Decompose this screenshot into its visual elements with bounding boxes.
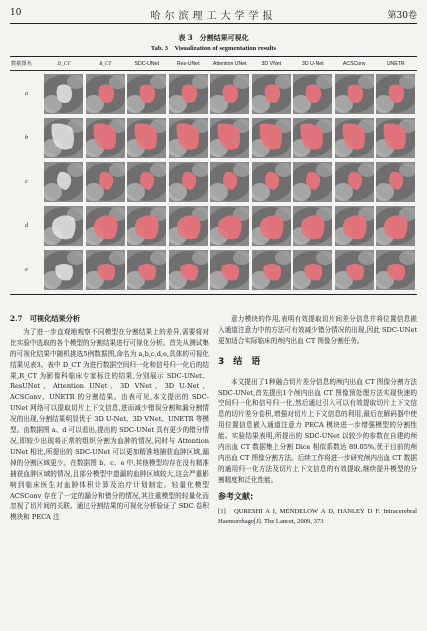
result-image-cell xyxy=(375,162,417,202)
table-caption-cn: 表 3 分割结果可视化 xyxy=(178,33,249,42)
result-image-cell xyxy=(126,250,168,290)
segmentation-overlay-image xyxy=(293,118,332,158)
table-caption-en: Tab. 3 Visualization of segmentation results xyxy=(150,45,277,52)
result-image-cell xyxy=(209,74,251,114)
result-image-cell xyxy=(375,250,417,290)
table-row xyxy=(10,249,417,291)
table-body xyxy=(10,73,417,291)
segmentation-overlay-image xyxy=(210,250,249,290)
result-image-cell xyxy=(43,162,85,202)
result-image-cell xyxy=(251,250,293,290)
ct-slice-image xyxy=(44,162,83,202)
segmentation-overlay-image xyxy=(86,118,125,158)
segmentation-overlay-image xyxy=(376,250,415,290)
result-image-cell xyxy=(168,74,210,114)
result-image-cell xyxy=(85,74,127,114)
result-image-cell xyxy=(251,162,293,202)
segmentation-overlay-image xyxy=(127,74,166,114)
segmentation-overlay-image xyxy=(252,118,291,158)
result-image-cell xyxy=(85,162,127,202)
table-row xyxy=(10,73,417,115)
result-image-cell xyxy=(292,74,334,114)
segmentation-overlay-image xyxy=(293,74,332,114)
segmentation-overlay-image xyxy=(335,118,374,158)
segmentation-overlay-image xyxy=(376,206,415,246)
result-image-cell xyxy=(334,118,376,158)
result-image-cell xyxy=(209,206,251,246)
result-image-cell xyxy=(168,162,210,202)
segmentation-overlay-image xyxy=(335,162,374,202)
table-bottom-rule xyxy=(10,294,417,295)
section-heading-3: 3 结 语 xyxy=(218,356,261,367)
result-image-cell xyxy=(334,206,376,246)
left-column xyxy=(10,314,209,523)
column-header-8: ACSConv xyxy=(342,60,366,67)
result-image-cell xyxy=(209,118,251,158)
ct-slice-image xyxy=(44,250,83,290)
segmentation-overlay-image xyxy=(127,162,166,202)
result-image-cell xyxy=(168,250,210,290)
result-image-cell xyxy=(126,206,168,246)
page-header xyxy=(10,6,417,24)
segmentation-table xyxy=(10,56,417,295)
column-header-4: Res-UNet xyxy=(176,60,200,67)
left-paragraph: 为了进一步直观地观察不同模型在分割结果上的差异,需要将对比实验中选取的各个模型的分割结果进行可视化分析。首先从测试集的可视化结果中随机挑选5例数据图,命名为 a,b,c,d,e,具体的可视化结果见表3。表中 D_CT 为进行数据空间归一化和信号归一化后的结果,R_CT 为影像科临床专家标注的结果,分别展示 SDC-UNet、ResUNet、Attention UNet、3D VNet、3D U-Net、ACSConv、UNETR 的分割结果。由表可见,本文提出的 SDC-UNet 网络可以提取切片上下文信息,进而减少错误分割和漏分割情况的出现,分割结果明显优于 3D U-Net、3D VNet、UNETR 等模型。由数据图 a、d 可以看出,提出的 SDC-UNet 具有更少的错分情况,即较少出现将正常的组织分割为血肿的情况,同时与 Attention UNet 相比,所提出的 SDC-UNet 可以更加精准地捕获血肿区域,漏掉的分割区域更少。在数据图 b、c、e 中,其他模型均存在没有精准捕获血肿区域的情况,且部分模型中遗漏的血肿区域较大,这会严重影响到临床医生对血肿体积计算及治疗计划制定。轻量化模型 ACSConv 存在了一定的漏分和错分的情况,其注重模型的轻量化而忽视了切片间的关联。通过分割结果的可视化分析验证了 SDC 卷积模块和 PECA 注 xyxy=(10,327,209,522)
segmentation-overlay-image xyxy=(252,206,291,246)
segmentation-overlay-image xyxy=(86,206,125,246)
table-header-row xyxy=(10,57,417,71)
column-header-3: SDC-UNet xyxy=(134,60,159,67)
result-image-cell xyxy=(292,162,334,202)
result-image-cell xyxy=(334,74,376,114)
column-header-0: 数据图名 xyxy=(11,61,32,67)
segmentation-overlay-image xyxy=(127,250,166,290)
right-paragraph-1: 意力模块的作用,表明有效提取切片间差分信息并将位置信息嵌入通道注意力中的方法可有效减少错分情况的出现,因此 SDC-UNet 更加适合实际临床的颅内出血 CT 图像分割任务。 xyxy=(218,315,417,345)
column-header-7: 3D U-Net xyxy=(301,60,324,67)
volume-label: 第30卷 xyxy=(387,11,417,21)
table-row xyxy=(10,161,417,203)
result-image-cell xyxy=(43,206,85,246)
column-header-5: Attention UNet xyxy=(212,60,247,67)
result-image-cell xyxy=(126,162,168,202)
segmentation-overlay-image xyxy=(169,118,208,158)
result-image-cell xyxy=(43,250,85,290)
result-image-cell xyxy=(251,206,293,246)
segmentation-overlay-image xyxy=(335,250,374,290)
segmentation-overlay-image xyxy=(86,162,125,202)
result-image-cell xyxy=(292,206,334,246)
segmentation-overlay-image xyxy=(252,162,291,202)
result-image-cell xyxy=(85,206,127,246)
segmentation-overlay-image xyxy=(252,250,291,290)
segmentation-overlay-image xyxy=(127,206,166,246)
result-image-cell xyxy=(43,74,85,114)
reference-1-number: [1] xyxy=(218,507,226,515)
segmentation-overlay-image xyxy=(86,74,125,114)
column-header-2: R_CT xyxy=(99,60,112,67)
segmentation-overlay-image xyxy=(335,74,374,114)
row-label: d xyxy=(25,223,28,229)
segmentation-overlay-image xyxy=(210,162,249,202)
result-image-cell xyxy=(85,250,127,290)
segmentation-overlay-image xyxy=(335,206,374,246)
segmentation-overlay-image xyxy=(169,162,208,202)
references-heading: 参考文献: xyxy=(218,491,254,501)
result-image-cell xyxy=(334,162,376,202)
segmentation-overlay-image xyxy=(169,74,208,114)
result-image-cell xyxy=(126,74,168,114)
result-image-cell xyxy=(85,118,127,158)
segmentation-overlay-image xyxy=(169,250,208,290)
row-label: a xyxy=(25,91,28,97)
ct-slice-image xyxy=(44,206,83,246)
reference-1 xyxy=(218,507,417,527)
result-image-cell xyxy=(375,206,417,246)
column-header-9: UNETR xyxy=(386,60,405,67)
ct-slice-image xyxy=(44,118,83,158)
table-row xyxy=(10,205,417,247)
segmentation-overlay-image xyxy=(293,250,332,290)
segmentation-overlay-image xyxy=(293,206,332,246)
segmentation-overlay-image xyxy=(210,206,249,246)
result-image-cell xyxy=(209,250,251,290)
segmentation-overlay-image xyxy=(127,118,166,158)
table-row xyxy=(10,117,417,159)
result-image-cell xyxy=(168,118,210,158)
result-image-cell xyxy=(126,118,168,158)
segmentation-overlay-image xyxy=(86,250,125,290)
row-label: b xyxy=(25,135,28,141)
ct-slice-image xyxy=(44,74,83,114)
result-image-cell xyxy=(251,74,293,114)
row-label: c xyxy=(25,179,28,185)
segmentation-overlay-image xyxy=(169,206,208,246)
page-number: 10 xyxy=(10,8,22,18)
result-image-cell xyxy=(334,250,376,290)
journal-title: 哈尔滨理工大学学报 xyxy=(150,11,277,22)
row-label: e xyxy=(25,267,28,273)
result-image-cell xyxy=(168,206,210,246)
right-column xyxy=(218,314,417,527)
segmentation-overlay-image xyxy=(376,162,415,202)
reference-1-text: QURESHI A I, MENDELOW A D, HANLEY D F. Intracerebral Haemorrhage[J]. The Lancet, 2009, 373 xyxy=(218,507,417,525)
result-image-cell xyxy=(292,118,334,158)
result-image-cell xyxy=(43,118,85,158)
segmentation-overlay-image xyxy=(376,118,415,158)
segmentation-overlay-image xyxy=(376,74,415,114)
result-image-cell xyxy=(292,250,334,290)
header-rule xyxy=(10,23,417,24)
segmentation-overlay-image xyxy=(210,74,249,114)
column-header-6: 3D VNet xyxy=(261,60,282,67)
result-image-cell xyxy=(375,118,417,158)
result-image-cell xyxy=(375,74,417,114)
result-image-cell xyxy=(251,118,293,158)
result-image-cell xyxy=(209,162,251,202)
section-heading-2-7: 2.7 可视化结果分析 xyxy=(10,314,81,323)
segmentation-overlay-image xyxy=(252,74,291,114)
column-header-1: D_CT xyxy=(57,60,71,67)
segmentation-overlay-image xyxy=(210,118,249,158)
right-paragraph-2: 本文提出了1种融合切片差分信息的颅内出血 CT 图像分割方法 SDC-UNet,首先提出1个颅内出血 CT 图像预处理方法实现快速的空间归一化和信号归一化,然后通过引入可以有效提取切片上下文信息的切片差分卷积,增强对切片上下文信息的利用,最后在解码器中使用位置信息嵌入通道注意力 PECA 模块进一步增强模型的分割性能。实验结果表明,所提出的 SDC-UNet 以较少的参数在自建的颅内出血 CT 数据集上分割 Dice 相似系数达 89.05%,优于目前的颅内出血 CT 图像分割方法。后续工作将进一步研究颅内出血 CT 数据的通用归一化方法及切片上下文信息的有效提取,继续提升模型的分割精度和泛化性能。 xyxy=(218,377,417,484)
segmentation-overlay-image xyxy=(293,162,332,202)
